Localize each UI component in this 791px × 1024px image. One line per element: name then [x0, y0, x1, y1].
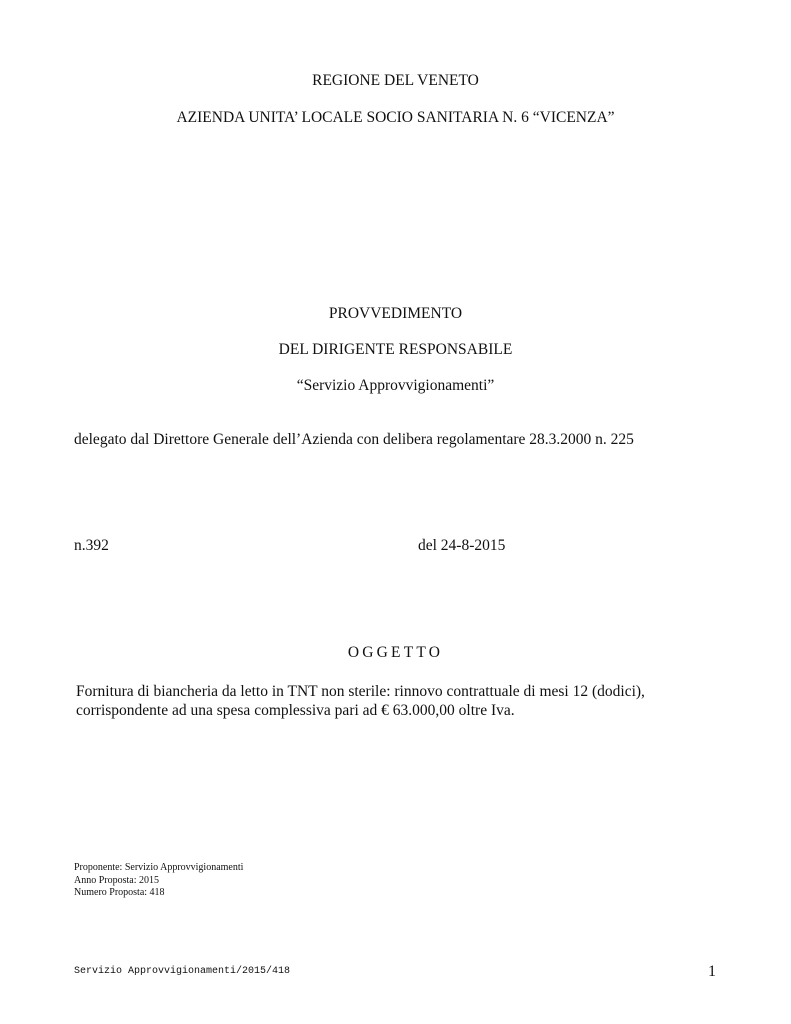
provvedimento-subtitle: DEL DIRIGENTE RESPONSABILE	[278, 341, 513, 358]
provvedimento-date: del 24-8-2015	[418, 537, 506, 554]
anno-proposta-label: Anno Proposta: 2015	[74, 875, 159, 886]
provvedimento-number: n.392	[74, 537, 109, 554]
oggetto-heading: OGGETTO	[347, 644, 444, 661]
footer-reference: Servizio Approvvigionamenti/2015/418	[74, 966, 291, 977]
oggetto-line-1: Fornitura di biancheria da letto in TNT non sterile: rinnovo contrattuale di mesi 12 (dodici),	[76, 683, 645, 700]
delegation-text: delegato dal Direttore Generale dell’Azienda con delibera regolamentare 28.3.2000 n. 225	[74, 431, 634, 448]
region-heading: REGIONE DEL VENETO	[312, 72, 479, 89]
agency-heading: AZIENDA UNITA’ LOCALE SOCIO SANITARIA N. 6 “VICENZA”	[176, 109, 615, 126]
page-number: 1	[708, 963, 716, 980]
numero-proposta-label: Numero Proposta: 418	[74, 887, 165, 898]
provvedimento-title: PROVVEDIMENTO	[328, 305, 463, 322]
proponente-label: Proponente: Servizio Approvvigionamenti	[74, 862, 244, 873]
oggetto-line-2: corrispondente ad una spesa complessiva pari ad € 63.000,00 oltre Iva.	[76, 702, 515, 719]
service-name: “Servizio Approvvigionamenti”	[296, 377, 495, 394]
